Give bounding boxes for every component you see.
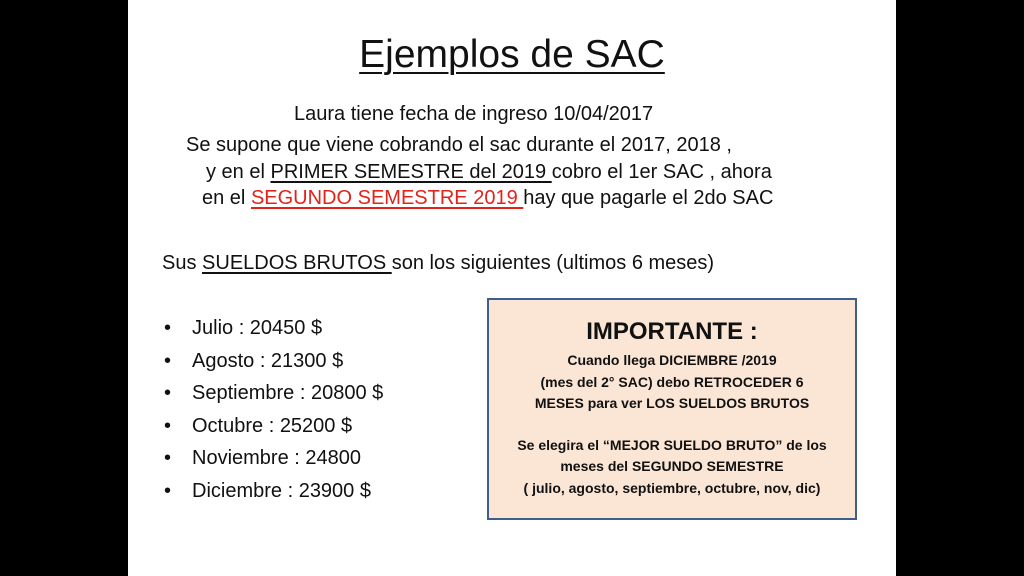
- intro-line-1: Laura tiene fecha de ingreso 10/04/2017: [294, 103, 654, 125]
- second-semester-text: SEGUNDO SEMESTRE 2019: [250, 187, 524, 209]
- intro-line-3: [206, 159, 772, 185]
- intro-line-4: [202, 185, 773, 211]
- intro-line-4-post: hay que pagarle el 2do SAC: [523, 187, 774, 209]
- salary-text: Septiembre : 20800 $: [192, 382, 384, 404]
- gross-salaries-text: SUELDOS BRUTOS: [202, 252, 392, 274]
- important-line: Se elegira el “MEJOR SUELDO BRUTO” de los: [517, 436, 827, 453]
- salary-text: Noviembre : 24800: [192, 447, 361, 469]
- salary-text: Agosto : 21300 $: [192, 349, 344, 372]
- list-item: [164, 410, 383, 443]
- salary-list: [164, 312, 383, 507]
- bullet-icon: •: [164, 414, 172, 437]
- bullet-icon: •: [164, 382, 172, 404]
- salary-text: Octubre : 25200 $: [192, 414, 353, 437]
- first-semester-text: PRIMER SEMESTRE del 2019: [270, 161, 552, 183]
- slide-title-text: Ejemplos de SAC: [359, 33, 665, 76]
- salary-text: Julio : 20450 $: [192, 317, 323, 339]
- important-line: Cuando llega DICIEMBRE /2019: [567, 352, 777, 368]
- list-item: [164, 345, 383, 378]
- salaries-intro: [162, 250, 714, 276]
- intro-line-4-pre: en el: [202, 187, 251, 209]
- intro-line-3-pre: y en el: [206, 161, 271, 183]
- salaries-intro-post: son los siguientes (ultimos 6 meses): [391, 252, 715, 274]
- salaries-intro-pre: Sus: [162, 252, 203, 274]
- list-item: [164, 475, 383, 508]
- important-line: MESES para ver LOS SUELDOS BRUTOS: [534, 395, 810, 411]
- bullet-icon: •: [164, 447, 172, 469]
- important-heading: IMPORTANTE :: [586, 318, 758, 345]
- important-paragraph-1: [489, 350, 855, 415]
- important-paragraph-2: [489, 435, 855, 500]
- slide-title: [128, 30, 896, 80]
- list-item: [164, 442, 383, 475]
- intro-line-3-post: cobro el 1er SAC , ahora: [551, 161, 772, 183]
- list-item: [164, 312, 383, 345]
- bullet-icon: •: [164, 349, 172, 372]
- intro-line-2: Se supone que viene cobrando el sac durante el 2017, 2018 ,: [186, 134, 732, 156]
- important-line: (mes del 2° SAC) debo RETROCEDER 6: [540, 373, 804, 390]
- bullet-icon: •: [164, 317, 172, 339]
- bullet-icon: •: [164, 479, 172, 502]
- important-note-box: [487, 298, 857, 520]
- important-line: ( julio, agosto, septiembre, octubre, nov, dic): [523, 479, 821, 496]
- list-item: [164, 377, 383, 410]
- important-line: meses del SEGUNDO SEMESTRE: [560, 458, 784, 474]
- salary-text: Diciembre : 23900 $: [192, 479, 371, 502]
- slide: [128, 0, 896, 576]
